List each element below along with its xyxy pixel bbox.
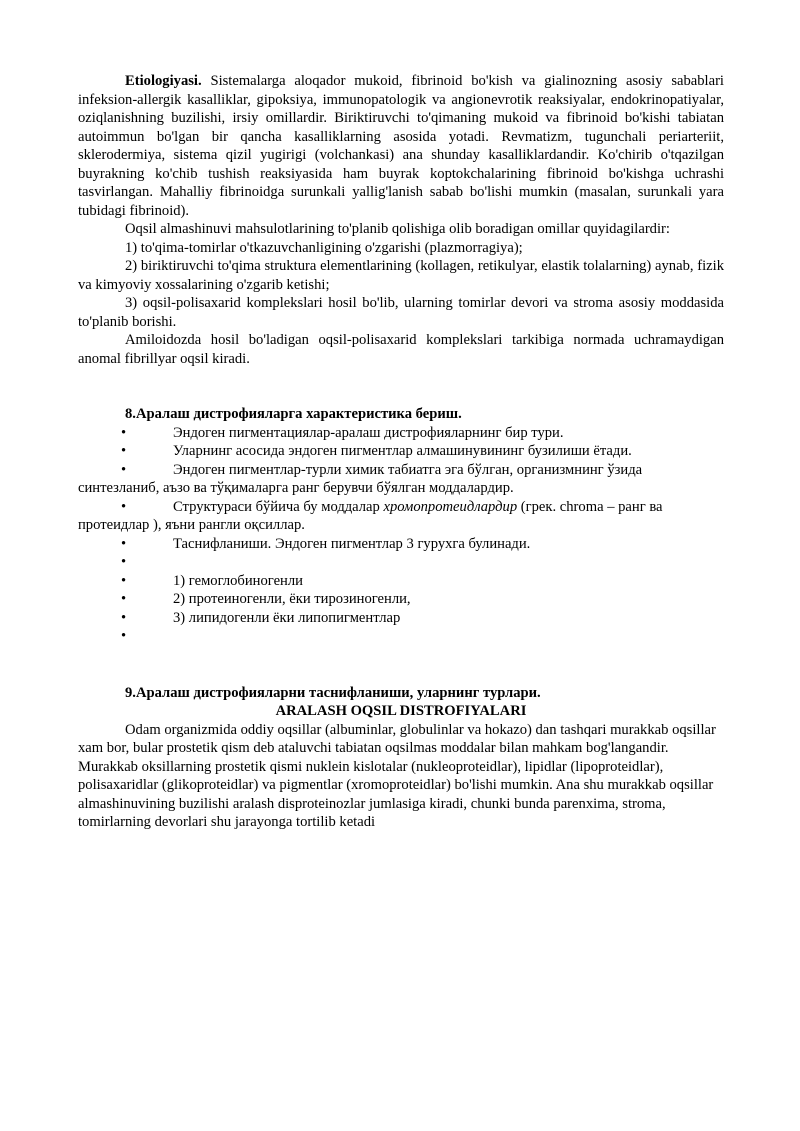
- spacer: [78, 368, 724, 405]
- bullet-text-italic: хромопротеидлардир: [383, 498, 518, 515]
- bullet-item: [78, 535, 724, 554]
- bullet-item: [78, 424, 724, 443]
- bullet-item: [78, 572, 724, 591]
- etiology-paragraph: [78, 72, 724, 220]
- bullet-icon: •: [121, 591, 127, 607]
- bullet-item: [78, 442, 724, 461]
- section-9-heading: 9.Аралаш дистрофияларни таснифланиши, уларнинг турлари.: [125, 684, 541, 701]
- factor-2: 2) biriktiruvchi to'qima struktura elementlarining (kollagen, retikulyar, elastik tolalarning) aynab, fizik va kimyoviy xossalarining o'zgarib ketishi;: [78, 258, 724, 293]
- bullet-text: Таснифланиши. Эндоген пигментлар 3 гурухга булинади.: [173, 535, 531, 552]
- bullet-text: Эндоген пигментациялар-аралаш дистрофияларнинг бир тури.: [173, 424, 564, 441]
- bullet-text: 1) гемоглобиногенли: [173, 572, 303, 589]
- section-9-title: ARALASH OQSIL DISTROFIYALARI: [275, 703, 527, 719]
- bullet-icon: •: [121, 609, 127, 626]
- bullet-text: Эндоген пигментлар-турли химик табиатга эга бўлган, организмнинг ўзида синтезланиб, аъзо ва тўқималарга ранг берувчи бўялган моддалардир.: [78, 461, 643, 496]
- bullet-text: Уларнинг асосида эндоген пигментлар алмашинувининг бузилиши ётади.: [173, 443, 632, 459]
- etiology-text: Sistemalarga aloqador mukoid, fibrinoid bo'kish va gialinozning asosiy sabablari infeksion-allergik kasalliklar, gipoksiya, immunopatologik va angionevrotik reaksiyalar, endokrinopatiyalar, oziqlanishning buzilishi, irsiy omillardir. Biriktiruvchi to'qimaning mukoid va fibrinoid bo'kishi tabiatan autoimmun bo'lgan bir qancha kasalliklarning asosida yotadi. Revmatizm, tugunchali periarteriit, sklerodermiya, sistema qizil yugirigi (volchankasi) ana shunday kasalliklardandir. Ko'chirib o'tqazilgan buyrakning ko'chib tushish reaksiyasida ham buyrak koptokchalarining fibrinoid bo'kishga uchrashi tasvirlangan. Mahalliy fibrinoidga surunkali yallig'lanish sabab bo'lishi mumkin (masalan, surunkali yara tubidagi fibrinoid).: [78, 73, 724, 219]
- bullet-icon: •: [121, 424, 127, 441]
- bullet-icon: •: [121, 628, 127, 644]
- document-page: [78, 72, 724, 832]
- bullet-item: [78, 590, 724, 609]
- bullet-icon: •: [121, 535, 127, 552]
- factor-1: 1) to'qima-tomirlar o'tkazuvchanligining o'zgarishi (plazmorragiya);: [125, 239, 523, 256]
- bullet-item: [78, 461, 724, 498]
- amyloidosis-paragraph: Amiloidozda hosil bo'ladigan oqsil-polisaxarid komplekslari tarkibiga normada uchramaydigan anomal fibrillyar oqsil kiradi.: [78, 332, 724, 367]
- bullet-icon: •: [121, 498, 127, 515]
- factors-intro: Oqsil almashinuvi mahsulotlarining to'planib qolishiga olib boradigan omillar quyidagilardir:: [125, 221, 670, 237]
- section-8-heading: 8.Аралаш дистрофияларга характеристика бериш.: [125, 406, 462, 422]
- bullet-text: 3) липидогенли ёки липопигментлар: [173, 609, 401, 626]
- bullet-text: 2) протеиногенли, ёки тирозиногенли,: [173, 591, 411, 607]
- bullet-item: [78, 627, 724, 646]
- bullet-text: (грек. chroma – ранг ва протеидлар ), яъни рангли оқсиллар.: [78, 498, 663, 533]
- factor-3: 3) oqsil-polisaxarid komplekslari hosil bo'lib, ularning tomirlar devori va stroma asosiy moddasida to'planib borishi.: [78, 295, 724, 330]
- bullet-icon: •: [121, 443, 127, 459]
- spacer: [78, 646, 724, 684]
- etiology-heading: Etiologiyasi.: [125, 73, 202, 89]
- bullet-icon: •: [121, 572, 127, 589]
- bullet-text: Структураси бўйича бу моддалар: [173, 498, 384, 515]
- bullet-icon: •: [121, 461, 127, 478]
- bullet-icon: •: [121, 554, 127, 570]
- bullet-item: [78, 498, 724, 535]
- bullet-item: [78, 553, 724, 572]
- bullet-item: [78, 609, 724, 628]
- section-9-paragraph: Odam organizmida oddiy oqsillar (albuminlar, globulinlar va hokazo) dan tashqari murakkab oqsillar xam bor, bular prostetik qism deb ataluvchi tabiatan oqsilmas moddalar bilan mahkam bog'langandir. Murakkab oksillarning prostetik qismi nuklein kislotalar (nukleoproteidlar), lipidlar (lipoproteidlar), polisaxaridlar (glikoproteidlar) va pigmentlar (xromoproteidlar) bo'lishi mumkin. Ana shu murakkab oqsillar almashinuvining buzilishi aralash disproteinozlar jumlasiga kiradi, chunki bunda parenxima, stroma, tomirlarning devorlari shu jarayonga tortilib ketadi: [78, 721, 716, 830]
